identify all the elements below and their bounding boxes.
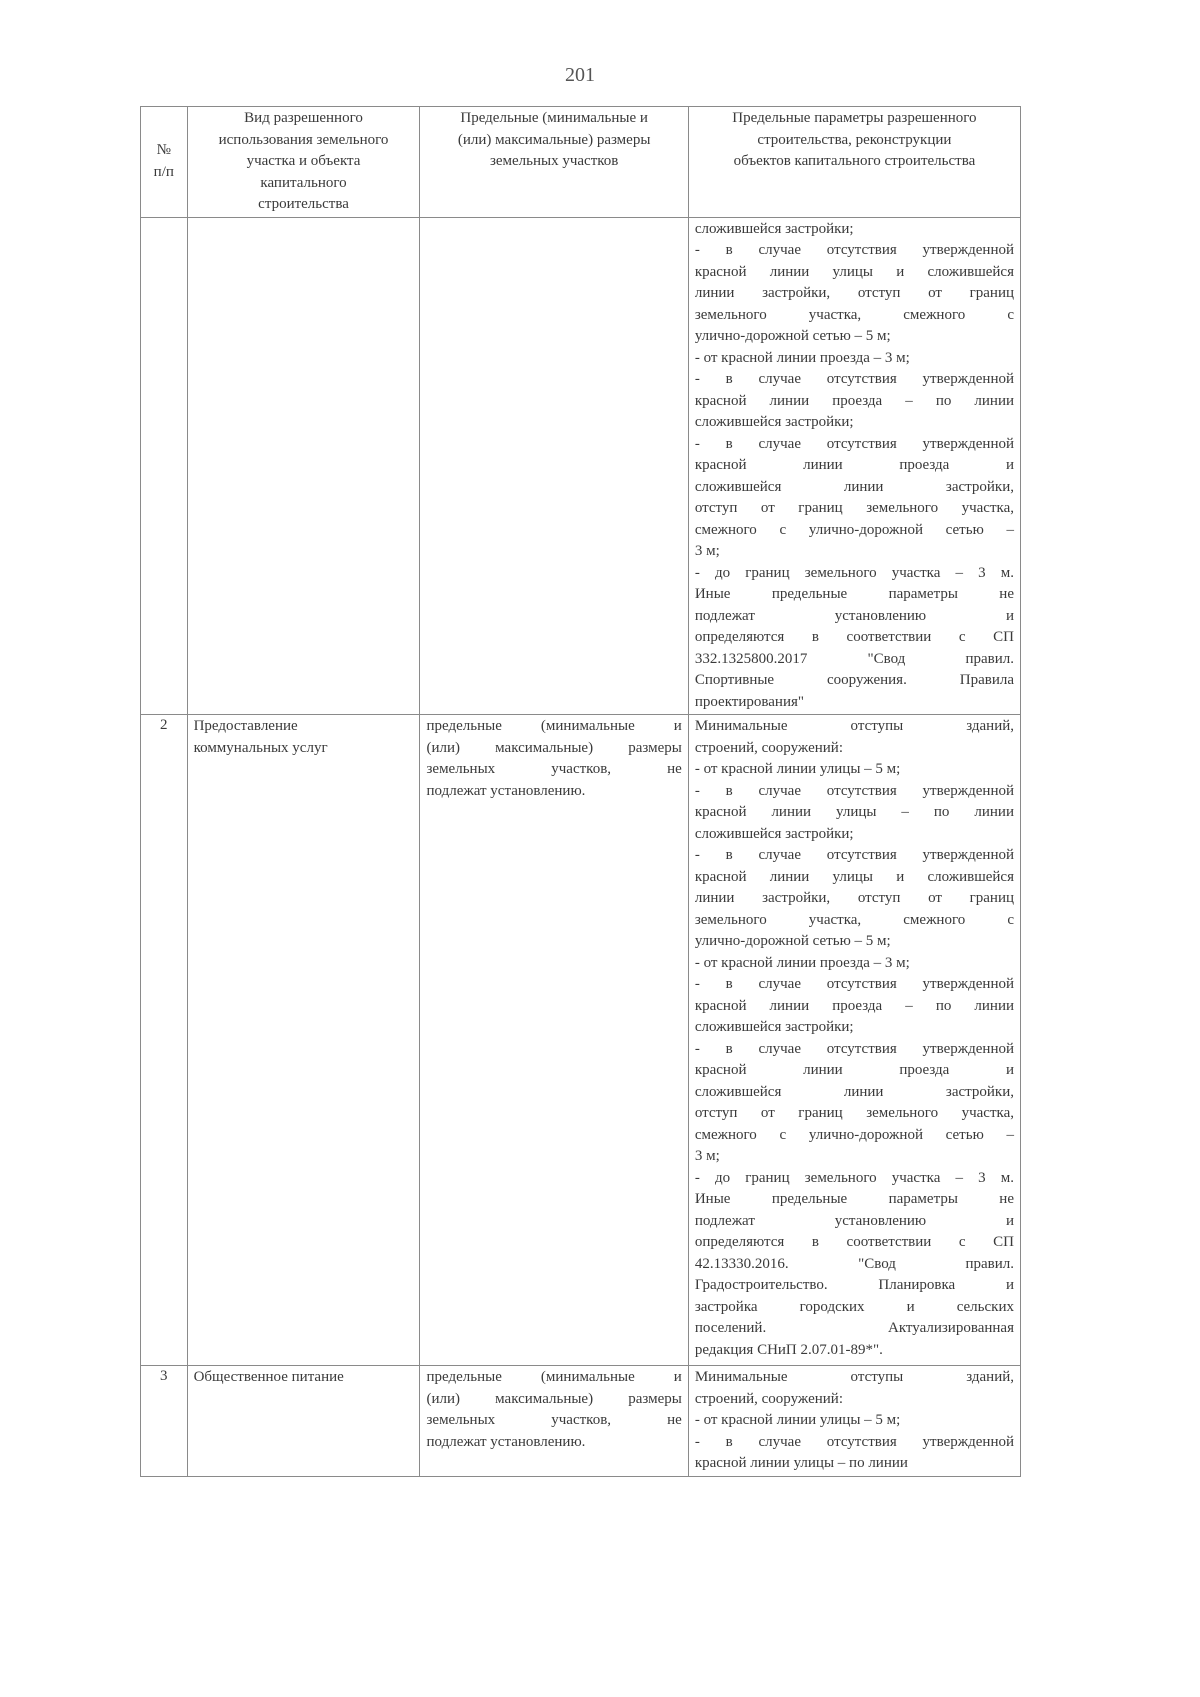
row-number: 2 [141,715,188,1366]
text-line: - до границ земельного участка – 3 м. [694,564,1014,581]
table-row [141,217,1021,715]
text-line: (или) максимальные) размеры [457,131,651,148]
text-line: - в случае отсутствия утвержденной [694,371,1014,387]
text-line: сложившейся застройки; [694,414,854,430]
text-line: земельных участков, не [426,761,682,777]
text-line: красной линии улицы – по линии [694,804,1014,820]
text-line: красной линии проезда и [694,1062,1014,1078]
text-line: определяются в соответствии с СП [694,1234,1014,1250]
text-line: строительства, реконструкции [757,131,952,148]
text-line: - в случае отсутствия утвержденной [694,976,1014,992]
header-number [141,107,188,218]
text-line: красной линии улицы – по линии [694,1455,908,1471]
text-line: земельного участка, смежного с [694,306,1014,323]
text-line: Иные предельные параметры не [694,1191,1014,1207]
header-plot-sizes [420,107,688,218]
text-line: строений, сооружений: [694,739,843,756]
text-line: использования земельного [218,131,389,148]
construction-params-cell [688,1366,1020,1477]
text-line: сложившейся застройки; [694,220,854,237]
text-line: Спортивные сооружения. Правила [694,672,1014,688]
text-line: застройка городских и сельских [694,1298,1014,1315]
text-line: объектов капитального строительства [733,153,976,169]
page-number: 201 [565,64,595,86]
text-line: сложившейся застройки; [694,1019,854,1035]
table-row [141,1366,1021,1477]
text-line: Вид разрешенного [244,110,363,126]
construction-params-cell [688,715,1020,1366]
text-line: земельных участков, не [426,1412,682,1428]
header-construction-params [688,107,1020,218]
text-line: (или) максимальные) размеры [426,1390,682,1407]
text-line: Предоставление [193,718,298,734]
text-line: (или) максимальные) размеры [426,739,682,756]
text-line: редакция СНиП 2.07.01-89*". [694,1341,883,1358]
text-line: красной линии проезда – по линии [694,392,1014,409]
plot-sizes-cell [420,217,688,715]
text-line: 42.13330.2016. "Свод правил. [694,1255,1014,1272]
text-line: красной линии проезда и [694,457,1014,473]
use-type-cell [187,1366,420,1477]
use-type-cell [187,715,420,1366]
land-use-table [140,106,1021,1477]
text-line: сложившейся линии застройки, [694,478,1014,495]
text-line: капитального [260,174,347,191]
text-line: 332.1325800.2017 "Свод правил. [694,650,1014,667]
text-line: 3 м; [694,1148,720,1164]
text-line: - в случае отсутствия утвержденной [694,435,1014,452]
table-row [141,715,1021,1366]
text-line: предельные (минимальные и [426,1369,682,1385]
text-line: Минимальные отступы зданий, [694,1369,1014,1385]
table-header-row [141,107,1021,218]
text-line: красной линии улицы и сложившейся [694,868,1014,885]
text-line: участка и объекта [246,153,361,169]
text-line: - в случае отсутствия утвержденной [694,847,1014,863]
text-line: сложившейся застройки; [694,825,854,842]
construction-params-cell [688,217,1020,715]
text-line: смежного с улично-дорожной сетью – [694,521,1014,538]
text-line: - от красной линии улицы – 5 м; [694,1412,901,1428]
text-line: Общественное питание [193,1369,344,1385]
text-line: - от красной линии проезда – 3 м; [694,349,910,366]
text-line: предельные (минимальные и [426,718,682,734]
row-number: 3 [141,1366,188,1477]
text-line: сложившейся линии застройки, [694,1083,1014,1100]
text-line: земельного участка, смежного с [694,911,1014,928]
text-line: - до границ земельного участка – 3 м. [694,1169,1014,1186]
text-line: подлежат установлению и [694,1212,1014,1229]
text-line: № [156,142,171,159]
text-line: красной линии улицы и сложившейся [694,263,1014,280]
text-line: строительства [258,196,349,212]
text-line: земельных участков [489,153,619,169]
text-line: 3 м; [694,543,720,559]
text-line: подлежат установлению и [694,607,1014,624]
text-line: подлежат установлению. [426,1433,586,1450]
use-type-cell [187,217,420,715]
text-line: Предельные параметры разрешенного [732,110,977,126]
text-line: - от красной линии проезда – 3 м; [694,954,910,971]
text-line: улично-дорожной сетью – 5 м; [694,933,891,949]
text-line: - от красной линии улицы – 5 м; [694,761,901,777]
row-number [141,217,188,715]
text-line: отступ от границ земельного участка, [694,1105,1014,1121]
text-line: отступ от границ земельного участка, [694,500,1014,516]
text-line: смежного с улично-дорожной сетью – [694,1126,1014,1143]
text-line: Предельные (минимальные и [460,110,648,126]
text-line: Минимальные отступы зданий, [694,718,1014,734]
text-line: улично-дорожной сетью – 5 м; [694,328,891,344]
text-line: - в случае отсутствия утвержденной [694,1433,1014,1450]
text-line: - в случае отсутствия утвержденной [694,1040,1014,1057]
plot-sizes-cell [420,1366,688,1477]
text-line: подлежат установлению. [426,782,586,799]
plot-sizes-cell [420,715,688,1366]
text-line: п/п [153,163,174,180]
text-line: линии застройки, отступ от границ [694,285,1014,301]
text-line: определяются в соответствии с СП [694,629,1014,645]
header-use-type [187,107,420,218]
text-line: Иные предельные параметры не [694,586,1014,602]
text-line: красной линии проезда – по линии [694,997,1014,1014]
text-line: линии застройки, отступ от границ [694,890,1014,906]
text-line: строений, сооружений: [694,1390,843,1407]
text-line: проектирования" [694,693,804,710]
text-line: коммунальных услуг [193,739,328,756]
text-line: - в случае отсутствия утвержденной [694,242,1014,258]
text-line: Градостроительство. Планировка и [694,1277,1014,1293]
text-line: поселений. Актуализированная [694,1320,1014,1336]
text-line: - в случае отсутствия утвержденной [694,782,1014,799]
